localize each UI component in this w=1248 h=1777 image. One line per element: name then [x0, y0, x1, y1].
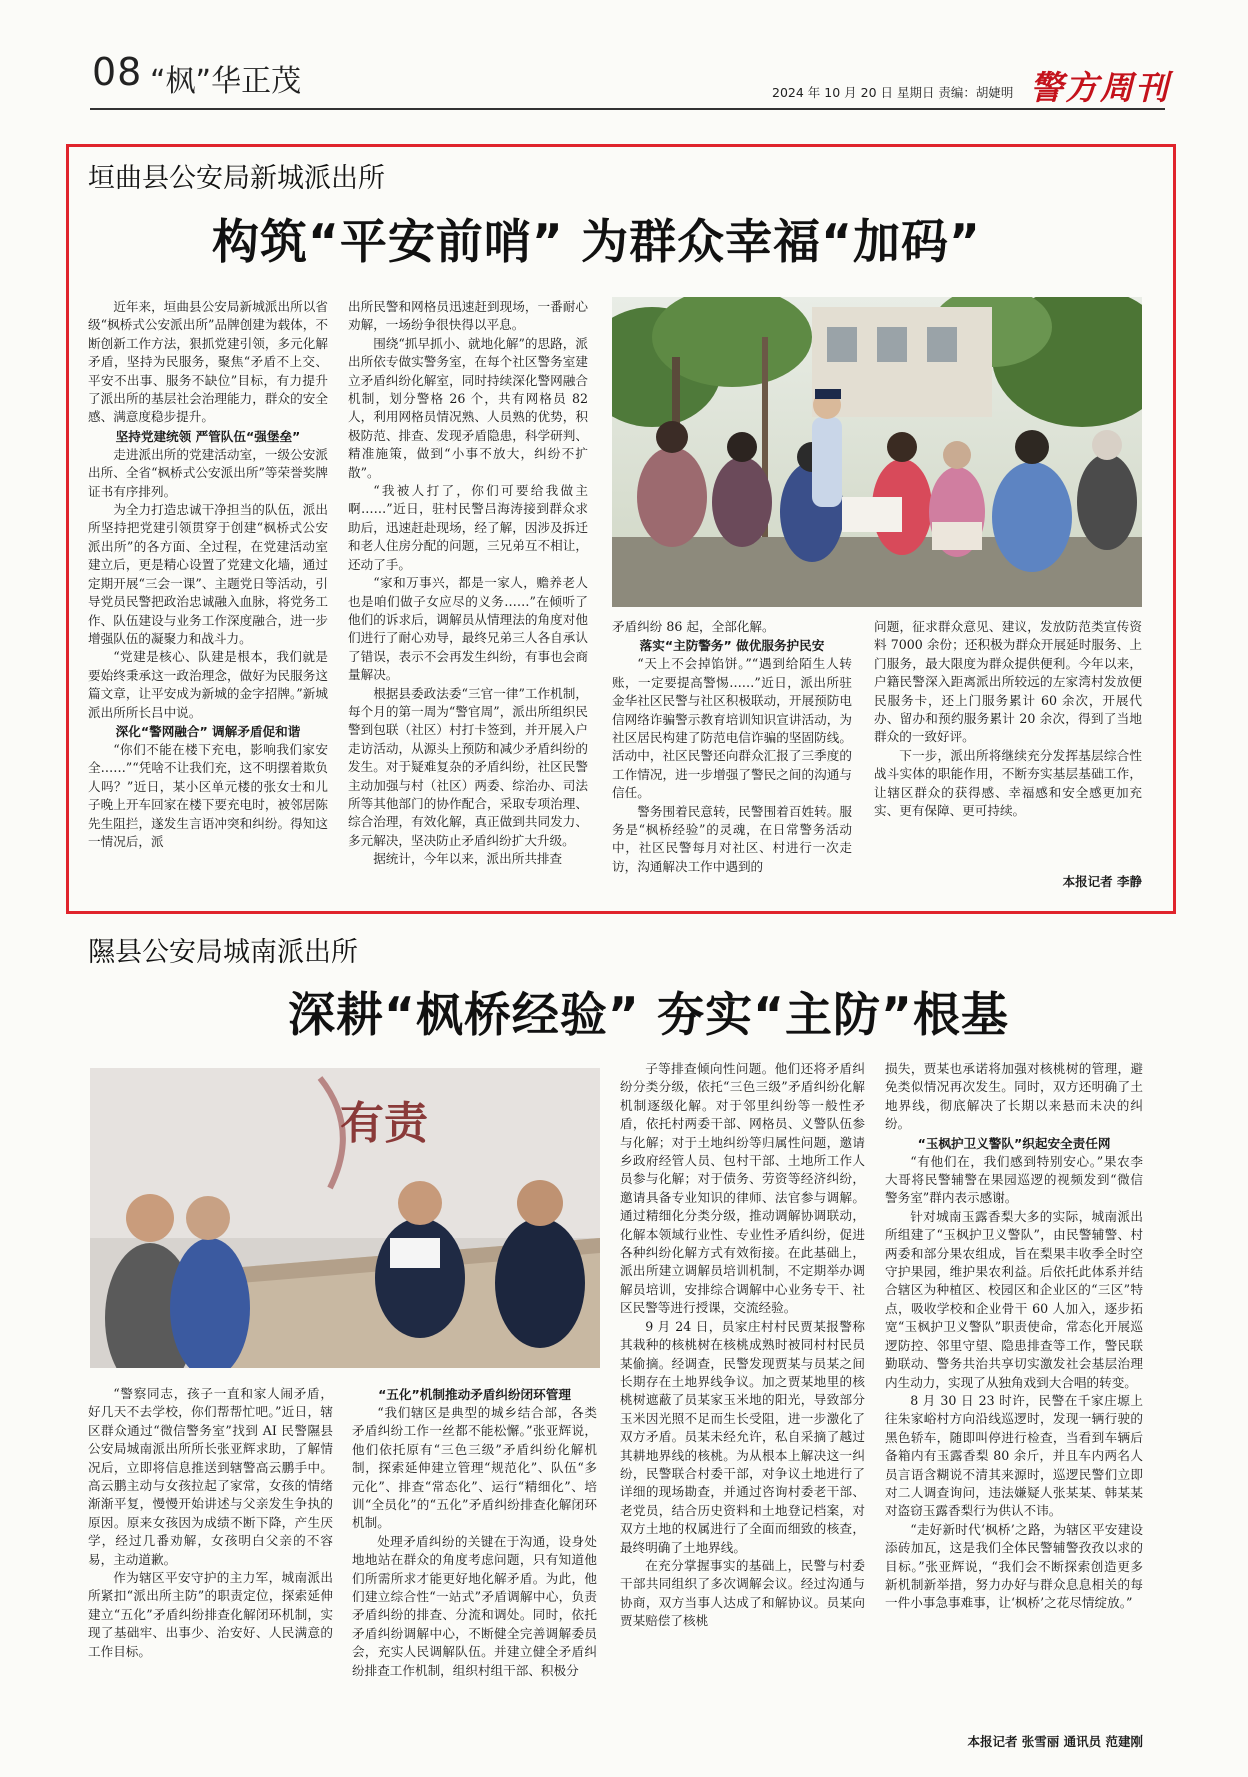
paragraph: “走好新时代‘枫桥’之路，为辖区平安建设添砖加瓦，这是我们全体民警辅警孜孜以求的目标。”张亚辉说，“我们会不断探索创造更多新机制新举措，努力办好与群众息息相关的每一件小事急事难事，让‘枫桥’之花尽情绽放。” [885, 1521, 1143, 1611]
paragraph: “天上不会掉馅饼。”“遇到给陌生人转账，一定要提高警惕……”近日，派出所驻金华社区民警与社区积极联动，开展预防电信网络诈骗警示教育培训知识宣讲活动，为社区居民构建了防范电信诈骗的坚固防线。活动中，社区民警还向群众汇报了三季度的工作情况，进一步增强了警民之间的沟通与信任。 [612, 656, 852, 801]
paragraph: “家和万事兴，都是一家人，赡养老人也是咱们做子女应尽的义务……”在倾听了他们的诉求后，调解员从情理法的角度对他们进行了耐心劝导，最终兄弟三人各自承认了错误，表示不会再发生纠纷，有事也会商量解决。 [348, 575, 588, 683]
article2-column-3 [620, 1060, 865, 1748]
paragraph: 处理矛盾纠纷的关键在于沟通，设身处地地站在群众的角度考虑问题，只有知道他们所需所求才能更好地化解矛盾。为此，他们建立综合性“一站式”矛盾调解中心，负责矛盾纠纷的排查、分流和调处。同时，依托矛盾纠纷调解中心，不断健全完善调解委员会，充实人民调解队伍。并建立健全矛盾纠纷排查工作机制，组织村组干部、积极分 [352, 1533, 597, 1678]
paragraph: “党建是核心、队建是根本，我们就是要始终秉承这一政治理念，做好为民服务这篇文章，让平安成为新城的金字招牌。”新城派出所所长吕中说。 [88, 649, 328, 720]
article2-column-1 [88, 1385, 333, 1745]
paragraph: 根据县委政法委“三官一律”工作机制，每个月的第一周为“警官周”，派出所组织民警到包联（社区）村打卡签到，并开展入户走访活动，从源头上预防和减少矛盾纠纷的发生。对于疑难复杂的矛盾纠纷，社区民警主动加强与村（社区）两委、综治办、司法所等其他部门的协作配合，采取专项治理、综合治理，有效化解，真正做到共同发力、多元解决，坚决防止矛盾纠纷扩大升级。 [348, 685, 588, 848]
paragraph: “你们不能在楼下充电，影响我们家安全……”“凭啥不让我们充，这不明摆着欺负人吗？”近日，某小区单元楼的张女士和儿子晚上开车回家在楼下要充电时，被邻居陈先生阻拦，遂发生言语冲突和纠纷。得知这一情况后，派 [88, 741, 328, 849]
article1-column-4 [874, 618, 1142, 868]
paragraph: “警察同志，孩子一直和家人闹矛盾，好几天不去学校，你们帮帮忙吧。”近日，辖区群众通过“微信警务室”找到 AI 民警隰县公安局城南派出所所长张亚辉求助，了解情况后，立即将信息推送到辖警高云鹏手中。高云鹏主动与女孩拉起了家常，女孩的情绪渐渐平复，慢慢开始讲述与父亲发生争执的原因。原来女孩因为成绩不断下降，产生厌学，经过几番劝解，女孩明白父亲的不容易，主动道歉。 [88, 1386, 333, 1567]
article1-headline: 构筑“平安前哨” 为群众幸福“加码” [212, 215, 981, 270]
paragraph: “有他们在，我们感到特别安心。”果农李大哥将民警辅警在果园巡逻的视频发到“微信警务室”群内表示感谢。 [885, 1153, 1143, 1206]
article1-column-1 [88, 298, 328, 893]
article2-kicker: 隰县公安局城南派出所 [88, 937, 358, 968]
article2-column-2 [352, 1385, 597, 1745]
article1-kicker: 垣曲县公安局新城派出所 [88, 163, 385, 194]
masthead-logo: 警方周刊 [1030, 68, 1170, 107]
article1-column-2 [348, 298, 588, 893]
subheading: 坚持党建统领 严管队伍“强堡垒” [115, 428, 301, 444]
paragraph: 损失，贾某也承诺将加强对核桃树的管理，避免类似情况再次发生。同时，双方还明确了土地界线，彻底解决了长期以来悬而未决的纠纷。 [885, 1061, 1143, 1132]
article2-headline: 深耕“枫桥经验” 夯实“主防”根基 [288, 988, 1009, 1043]
paragraph: 9 月 24 日，员家庄村村民贾某报警称其栽种的核桃树在核桃成熟时被同村村民员某偷摘。经调查，民警发现贾某与员某之间长期存在土地界线争议。加之贾某地里的核桃树遮蔽了员某家玉米地的阳光，导致部分玉米因光照不足而生长受阻，进一步激化了双方矛盾。员某未经允许，私自采摘了越过其耕地界线的核桃。为从根本上解决这一纠纷，民警联合村委干部，对争议土地进行了详细的现场勘查，并通过咨询村委老干部、老党员，结合历史资料和土地登记档案，对双方土地的权属进行了全面而细致的核查，最终明确了土地界线。 [620, 1318, 865, 1555]
article1-photo [612, 297, 1142, 607]
subheading: “玉枫护卫义警队”织起安全责任网 [917, 1135, 1111, 1151]
dateline: 2024 年 10 月 20 日 星期日 责编：胡婕明 [772, 85, 1014, 100]
paragraph: 下一步，派出所将继续充分发挥基层综合性战斗实体的职能作用，不断夯实基层基础工作，让辖区群众的获得感、幸福感和安全感更加充实、更有保障、更可持续。 [874, 747, 1142, 819]
paragraph: 作为辖区平安守护的主力军，城南派出所紧扣“派出所主防”的职责定位，探索延伸建立“五化”矛盾纠纷排查化解闭环机制，实现了基础牢、出事少、治安好、人民满意的工作目标。 [88, 1570, 333, 1659]
article2-photo [90, 1068, 600, 1368]
paragraph: 出所民警和网格员迅速赶到现场，一番耐心劝解，一场纷争很快得以平息。 [348, 299, 588, 333]
header-rule [90, 108, 1165, 110]
paragraph: 据统计，今年以来，派出所共排查 [373, 851, 563, 867]
paragraph: 在充分掌握事实的基础上，民警与村委干部共同组织了多次调解会议。经过沟通与协商，双方当事人达成了和解协议。员某向贾某赔偿了核桃 [620, 1557, 865, 1629]
paragraph: 围绕“抓早抓小、就地化解”的思路，派出所依专做实警务室，在每个社区警务室建立矛盾纠纷化解室，同时持续深化警网融合机制，划分警格 26 个，共有网格员 82 人，利用网格员情况熟、人员熟的优势，积极防范、排查、发现矛盾隐患，科学研判、精准施策，做到“小事不放大，纠纷不扩散”。 [348, 335, 588, 480]
paragraph: 矛盾纠纷 86 起，全部化解。 [612, 619, 775, 634]
paragraph: 问题，征求群众意见、建议，发放防范类宣传资料 7000 余份；还积极为群众开展延时服务、上门服务，最大限度为群众提供便利。今年以来，户籍民警深入距离派出所较远的左家湾村发放便民服务卡，还上门服务累计 60 余次，开展代办、留办和预约服务累计 20 余次，得到了当地群众的一致好评。 [874, 619, 1142, 745]
wall-calligraphy: 有责 [340, 1098, 428, 1149]
article2-column-4 [885, 1060, 1143, 1728]
paragraph: 警务围着民意转，民警围着百姓转。服务是“枫桥经验”的灵魂，在日常警务活动中，社区民警每月对社区、村进行一次走访，沟通解决工作中遇到的 [612, 803, 852, 874]
paragraph: “我们辖区是典型的城乡结合部，各类矛盾纠纷工作一丝都不能松懈。”张亚辉说，他们依托原有“三色三级”矛盾纠纷化解机制，探索延伸建立管理“规范化”、队伍“多元化”、排查“常态化”、运行“精细化”、培训“全员化”的“五化”矛盾纠纷排查化解闭环机制。 [352, 1405, 597, 1531]
subheading: 深化“警网融合” 调解矛盾促和谐 [115, 723, 301, 739]
article1-byline: 本报记者 李静 [1062, 874, 1142, 889]
paragraph: 走进派出所的党建活动室，一级公安派出所、全省“枫桥式公安派出所”等荣誉奖牌证书有序排列。 [88, 446, 328, 499]
paragraph: 子等排查倾向性问题。他们还将矛盾纠纷分类分级，依托“三色三级”矛盾纠纷化解机制逐级化解。对于邻里纠纷等一般性矛盾，依托村两委干部、网格员、义警队伍参与化解；对于土地纠纷等归属性问题，邀请乡政府经管人员、包村干部、土地所工作人员参与化解；对于债务、劳资等经济纠纷，邀请具备专业知识的律师、法官参与调解。通过精细化分类分级，推动调解协调联动，化解本领域行业性、专业性矛盾纠纷，促进各种纠纷化解方式有效衔接。在此基础上，派出所建立调解员培训机制，不定期举办调解员培训，安排综合调解中心业务专干、社区民警等进行授课，交流经验。 [620, 1061, 865, 1316]
article1-column-3 [612, 618, 852, 893]
subheading: “五化”机制推动矛盾纠纷闭环管理 [378, 1387, 571, 1402]
paragraph: 针对城南玉露香梨大多的实际，城南派出所组建了“玉枫护卫义警队”，由民警辅警、村两委和部分果农组成，旨在梨果丰收季全时空守护果园，维护果农利益。后依托此体系并结合辖区为种植区、校园区和企业区的“三区”特点，吸收学校和企业骨干 60 人加入，逐步拓宽“玉枫护卫义警队”职责使命，常态化开展巡逻防控、邻里守望、隐患排查等工作，警民联勤联动、警务共治共享切实激发社会基层治理内生动力，实现了从独角戏到大合唱的转变。 [885, 1208, 1143, 1390]
section-title: “枫”华正茂 [150, 64, 302, 99]
article2-byline: 本报记者 张雪丽 通讯员 范建刚 [967, 1734, 1143, 1749]
page-number: 08 [92, 50, 143, 94]
paragraph: 8 月 30 日 23 时许，民警在千家庄塬上往朱家峪村方向沿线巡逻时，发现一辆行驶的黑色轿车，随即叫停进行检查，当看到车辆后备箱内有玉露香梨 80 余斤，并且车内两名人员言语含糊说不清其来源时，巡逻民警们立即对二人调查询问，违法嫌疑人张某某、韩某某对盗窃玉露香梨行为供认不讳。 [885, 1392, 1143, 1519]
paragraph: “我被人打了，你们可要给我做主啊……”近日，驻村民警吕海涛接到群众求助后，迅速赶赴现场，经了解，因涉及拆迁和老人住房分配的问题，三兄弟互不相让，还动了手。 [348, 483, 588, 572]
paragraph: 近年来，垣曲县公安局新城派出所以省级“枫桥式公安派出所”品牌创建为载体，不断创新工作方法，狠抓党建引领，多元化解矛盾，坚持为民服务，聚焦“矛盾不上交、平安不出事、服务不缺位”目标，有力提升了派出所的基层社会治理能力，群众的安全感、满意度稳步提升。 [88, 299, 328, 425]
subheading: 落实“主防警务” 做优服务护民安 [639, 638, 825, 654]
paragraph: 为全力打造忠诚干净担当的队伍，派出所坚持把党建引领贯穿于创建“枫桥式公安派出所”的各方面、全过程，在党建活动室建立后，更是精心设置了党建文化墙，通过定期开展“三会一课”、主题党日等活动，引导党员民警把政治忠诚融入血脉，将党务工作、队伍建设与业务工作深度融合，进一步增强队伍的凝聚力和战斗力。 [88, 502, 328, 646]
